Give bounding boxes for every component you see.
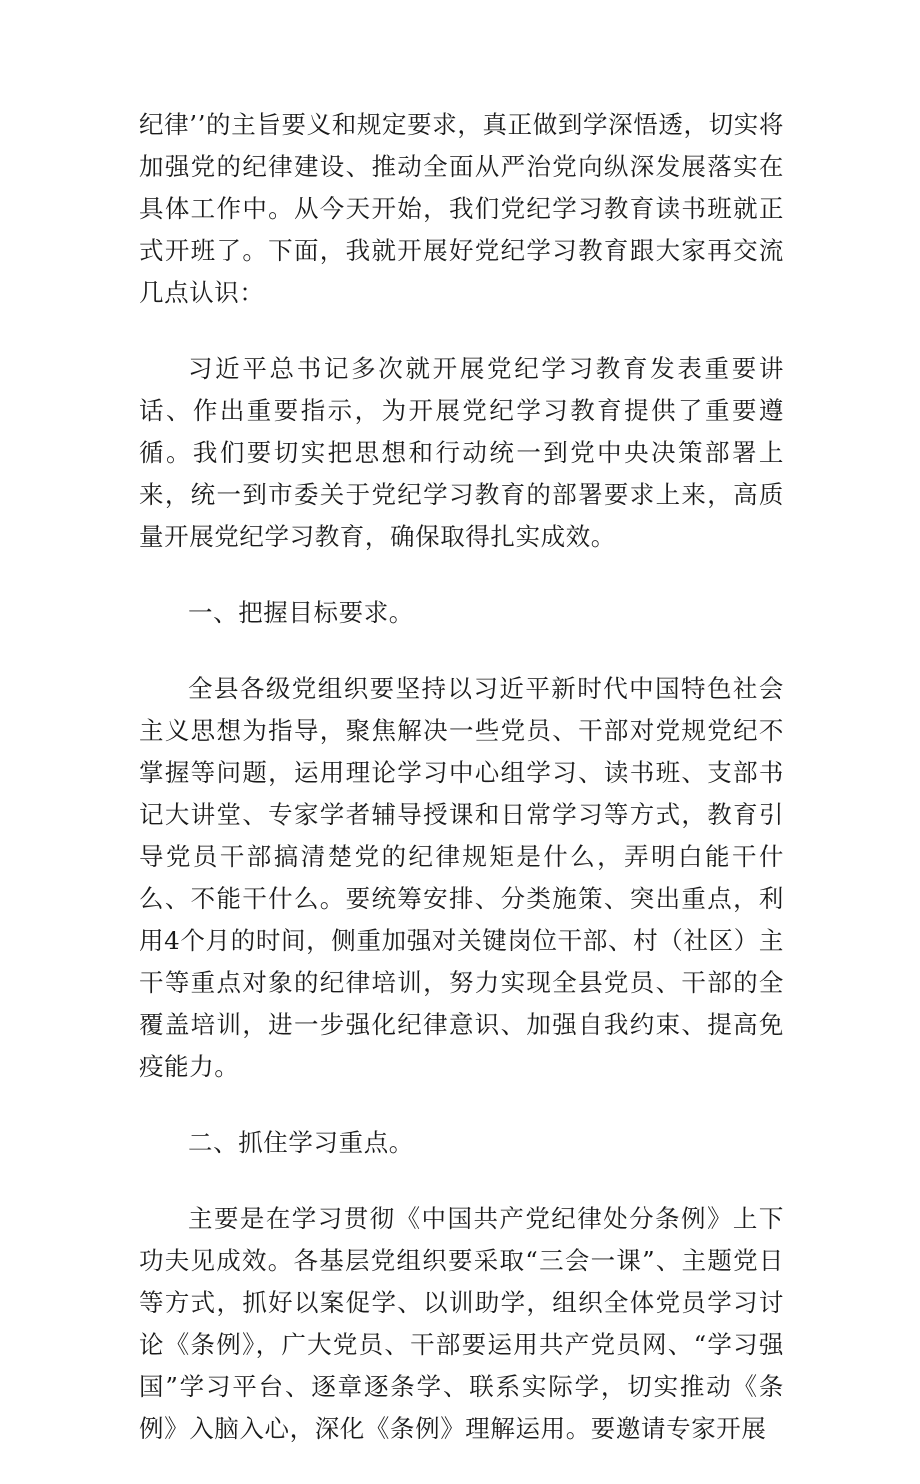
paragraph-continuation: 纪律’’的主旨要义和规定要求，真正做到学深悟透，切实将加强党的纪律建设、推动全面从严治党向纵深发展落实在具体工作中。从今天开始，我们党纪学习教育读书班就正式开班了。下面，我就开展好党纪学习教育跟大家再交流几点认识： <box>139 110 784 307</box>
paragraph-instructions: 习近平总书记多次就开展党纪学习教育发表重要讲话、作出重要指示，为开展党纪学习教育提供了重要遵循。我们要切实把思想和行动统一到党中央决策部署上来，统一到市委关于党纪学习教育的部署要求上来，高质量开展党纪学习教育，确保取得扎实成效。 <box>139 354 784 551</box>
paragraph-goals: 全县各级党组织要坚持以习近平新时代中国特色社会主义思想为指导，聚焦解决一些党员、干部对党规党纪不掌握等问题，运用理论学习中心组学习、读书班、支部书记大讲堂、专家学者辅导授课和日常学习等方式，教育引导党员干部搞清楚党的纪律规矩是什么，弄明白能干什么、不能干什么。要统筹安排、分类施策、突出重点，利用4个月的时间，侧重加强对关键岗位干部、村（社区）主干等重点对象的纪律培训，努力实现全县党员、干部的全覆盖培训，进一步强化纪律意识、加强自我约束、提高免疫能力。 <box>139 674 784 1081</box>
document-body <box>139 104 784 1484</box>
paragraph-focus: 主要是在学习贯彻《中国共产党纪律处分条例》上下功夫见成效。各基层党组织要采取“三会一课”、主题党日等方式，抓好以案促学、以训助学，组织全体党员学习讨论《条例》，广大党员、干部要运用共产党员网、“学习强国”学习平台、逐章逐条学、联系实际学，切实推动《条例》入脑入心，深化《条例》理解运用。要邀请专家开展 <box>139 1204 784 1443</box>
section-heading-focus: 二、抓住学习重点。 <box>188 1128 414 1157</box>
section-heading-goals: 一、把握目标要求。 <box>188 598 414 627</box>
